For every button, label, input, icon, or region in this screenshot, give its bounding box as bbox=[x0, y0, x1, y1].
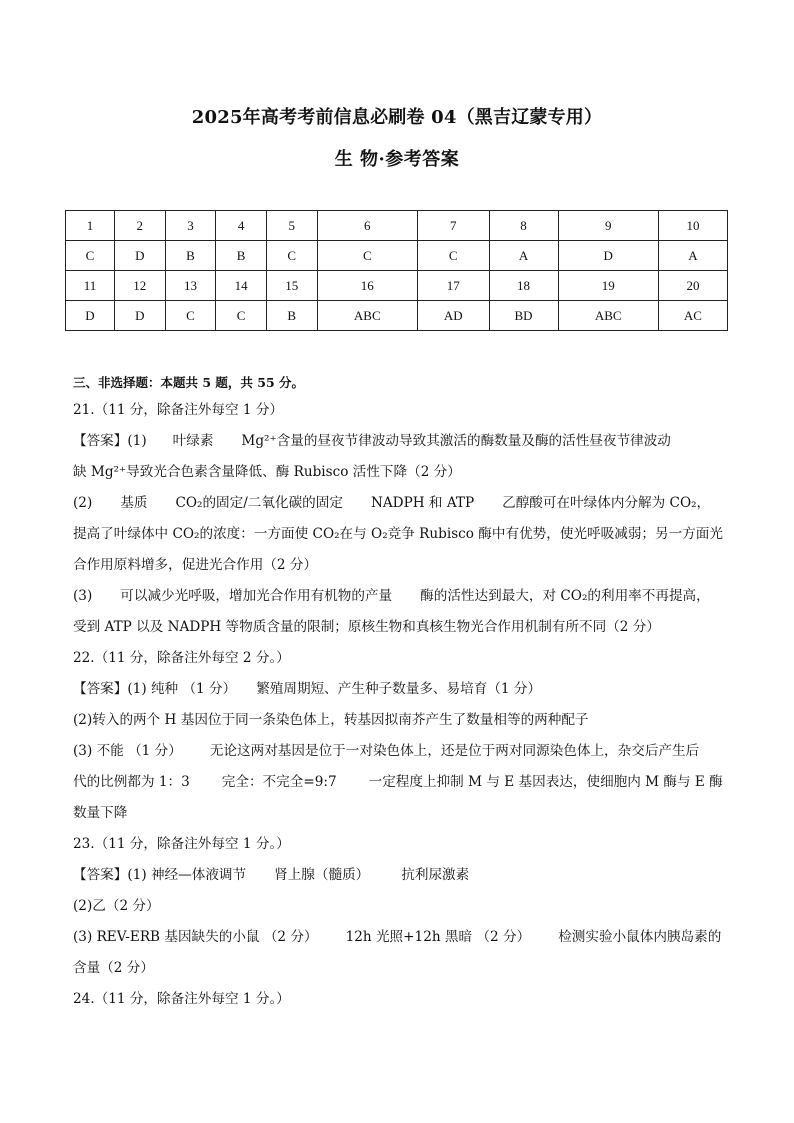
answer-cell: AC bbox=[658, 301, 727, 331]
q23-line bbox=[73, 922, 738, 953]
question-number-cell: 10 bbox=[658, 211, 727, 241]
question-number-cell: 11 bbox=[66, 271, 115, 301]
question-number-cell: 8 bbox=[489, 211, 558, 241]
answer-cell: B bbox=[216, 241, 267, 271]
answer-text: 【答案】(1) 纯种 （1 分） bbox=[73, 681, 237, 697]
q21-line bbox=[73, 581, 738, 612]
answer-table-row bbox=[66, 301, 728, 331]
answer-cell: D bbox=[114, 301, 165, 331]
answer-label: (2) bbox=[73, 495, 93, 511]
q24-heading: 24.（11 分，除备注外每空 1 分。） bbox=[73, 991, 290, 1007]
q21-line: 缺 Mg²⁺导致光合色素含量降低、酶 Rubisco 活性下降（2 分） bbox=[73, 464, 461, 480]
question-number-cell: 12 bbox=[114, 271, 165, 301]
answer-cell: D bbox=[66, 301, 115, 331]
q23-heading: 23.（11 分，除备注外每空 1 分。） bbox=[73, 836, 290, 852]
answer-text: 【答案】(1) 神经—体液调节 bbox=[73, 867, 247, 883]
answer-cell: C bbox=[66, 241, 115, 271]
q22-line bbox=[73, 674, 738, 705]
answer-text: CO₂的固定/二氧化碳的固定 bbox=[175, 495, 343, 511]
answer-table bbox=[65, 210, 728, 331]
q23-line: (2)乙（2 分） bbox=[73, 898, 160, 914]
page-title: 2025年高考考前信息必刷卷 04（黑吉辽蒙专用） bbox=[191, 107, 603, 128]
answer-cell: C bbox=[216, 301, 267, 331]
answer-cell: D bbox=[114, 241, 165, 271]
q22-heading: 22.（11 分，除备注外每空 2 分。） bbox=[73, 650, 290, 666]
question-number-cell: 17 bbox=[417, 271, 489, 301]
page-subtitle: 生 物·参考答案 bbox=[334, 149, 460, 170]
question-number-cell: 18 bbox=[489, 271, 558, 301]
question-number-cell: 15 bbox=[266, 271, 317, 301]
answer-text: 完全：不完全=9:7 bbox=[221, 774, 337, 790]
answer-text: 无论这两对基因是位于一对染色体上，还是位于两对同源染色体上，杂交后产生后 bbox=[209, 743, 700, 759]
answer-text: (3) REV-ERB 基因缺失的小鼠 （2 分） bbox=[73, 929, 318, 945]
q21-line: 受到 ATP 以及 NADPH 等物质含量的限制；原核生物和真核生物光合作用机制有所不同（2 分） bbox=[73, 619, 660, 635]
q22-line bbox=[73, 767, 738, 798]
answer-cell: B bbox=[165, 241, 216, 271]
q21-line: 提高了叶绿体中 CO₂的浓度：一方面使 CO₂在与 O₂竞争 Rubisco 酶中有优势，使光呼吸减弱；另一方面光 bbox=[73, 526, 723, 542]
answer-text: 乙醇酸可在叶绿体内分解为 CO₂， bbox=[502, 495, 711, 511]
answer-text: 肾上腺（髓质） bbox=[274, 867, 370, 883]
question-number-cell: 13 bbox=[165, 271, 216, 301]
answer-text: 抗利尿激素 bbox=[401, 867, 470, 883]
answer-table-row bbox=[66, 271, 728, 301]
question-number-cell: 2 bbox=[114, 211, 165, 241]
answer-label: (3) bbox=[73, 588, 93, 604]
question-number-cell: 6 bbox=[317, 211, 417, 241]
answer-text: 检测实验小鼠体内胰岛素的 bbox=[558, 929, 722, 945]
question-number-cell: 1 bbox=[66, 211, 115, 241]
answer-content bbox=[73, 371, 738, 1015]
answer-cell: A bbox=[489, 241, 558, 271]
answer-text: NADPH 和 ATP bbox=[370, 495, 475, 511]
answer-cell: ABC bbox=[317, 301, 417, 331]
question-number-cell: 5 bbox=[266, 211, 317, 241]
q22-line: 数量下降 bbox=[73, 805, 128, 821]
answer-cell: D bbox=[558, 241, 658, 271]
answer-table-row bbox=[66, 241, 728, 271]
answer-text: Mg²⁺含量的昼夜节律波动导致其激活的酶数量及酶的活性昼夜节律波动 bbox=[241, 433, 671, 449]
q22-line: (2)转入的两个 H 基因位于同一条染色体上，转基因拟南芥产生了数量相等的两种配子 bbox=[73, 712, 589, 728]
q21-heading: 21.（11 分，除备注外每空 1 分） bbox=[73, 402, 284, 418]
answer-text: 12h 光照+12h 黑暗 （2 分） bbox=[345, 929, 531, 945]
answer-cell: AD bbox=[417, 301, 489, 331]
q21-line: 合作用原料增多，促进光合作用（2 分） bbox=[73, 557, 318, 573]
question-number-cell: 4 bbox=[216, 211, 267, 241]
answer-cell: C bbox=[165, 301, 216, 331]
q23-line: 含量（2 分） bbox=[73, 960, 154, 976]
question-number-cell: 20 bbox=[658, 271, 727, 301]
answer-text: 基质 bbox=[120, 495, 148, 511]
answer-text: 一定程度上抑制 M 与 E 基因表达，使细胞内 M 酶与 E 酶 bbox=[368, 774, 723, 790]
answer-cell: ABC bbox=[558, 301, 658, 331]
answer-text: (3) 不能 （1 分） bbox=[73, 743, 182, 759]
section-heading: 三、非选择题：本题共 5 题，共 55 分。 bbox=[73, 375, 305, 390]
answer-cell: A bbox=[658, 241, 727, 271]
question-number-cell: 7 bbox=[417, 211, 489, 241]
question-number-cell: 14 bbox=[216, 271, 267, 301]
answer-cell: BD bbox=[489, 301, 558, 331]
answer-text: 代的比例都为 1：3 bbox=[73, 774, 190, 790]
answer-cell: B bbox=[266, 301, 317, 331]
answer-text: 酶的活性达到最大，对 CO₂的利用率不再提高， bbox=[420, 588, 710, 604]
q22-line bbox=[73, 736, 738, 767]
q21-line bbox=[73, 426, 738, 457]
answer-text: 繁殖周期短、产生种子数量多、易培育（1 分） bbox=[256, 681, 542, 697]
answer-cell: C bbox=[317, 241, 417, 271]
question-number-cell: 3 bbox=[165, 211, 216, 241]
q23-line bbox=[73, 860, 738, 891]
answer-label: 【答案】(1) bbox=[73, 433, 147, 449]
answer-cell: C bbox=[417, 241, 489, 271]
question-number-cell: 16 bbox=[317, 271, 417, 301]
answer-cell: C bbox=[266, 241, 317, 271]
answer-text: 可以减少光呼吸，增加光合作用有机物的产量 bbox=[120, 588, 393, 604]
answer-text: 叶绿素 bbox=[172, 433, 214, 449]
answer-table-row bbox=[66, 211, 728, 241]
question-number-cell: 9 bbox=[558, 211, 658, 241]
q21-line bbox=[73, 488, 738, 519]
question-number-cell: 19 bbox=[558, 271, 658, 301]
